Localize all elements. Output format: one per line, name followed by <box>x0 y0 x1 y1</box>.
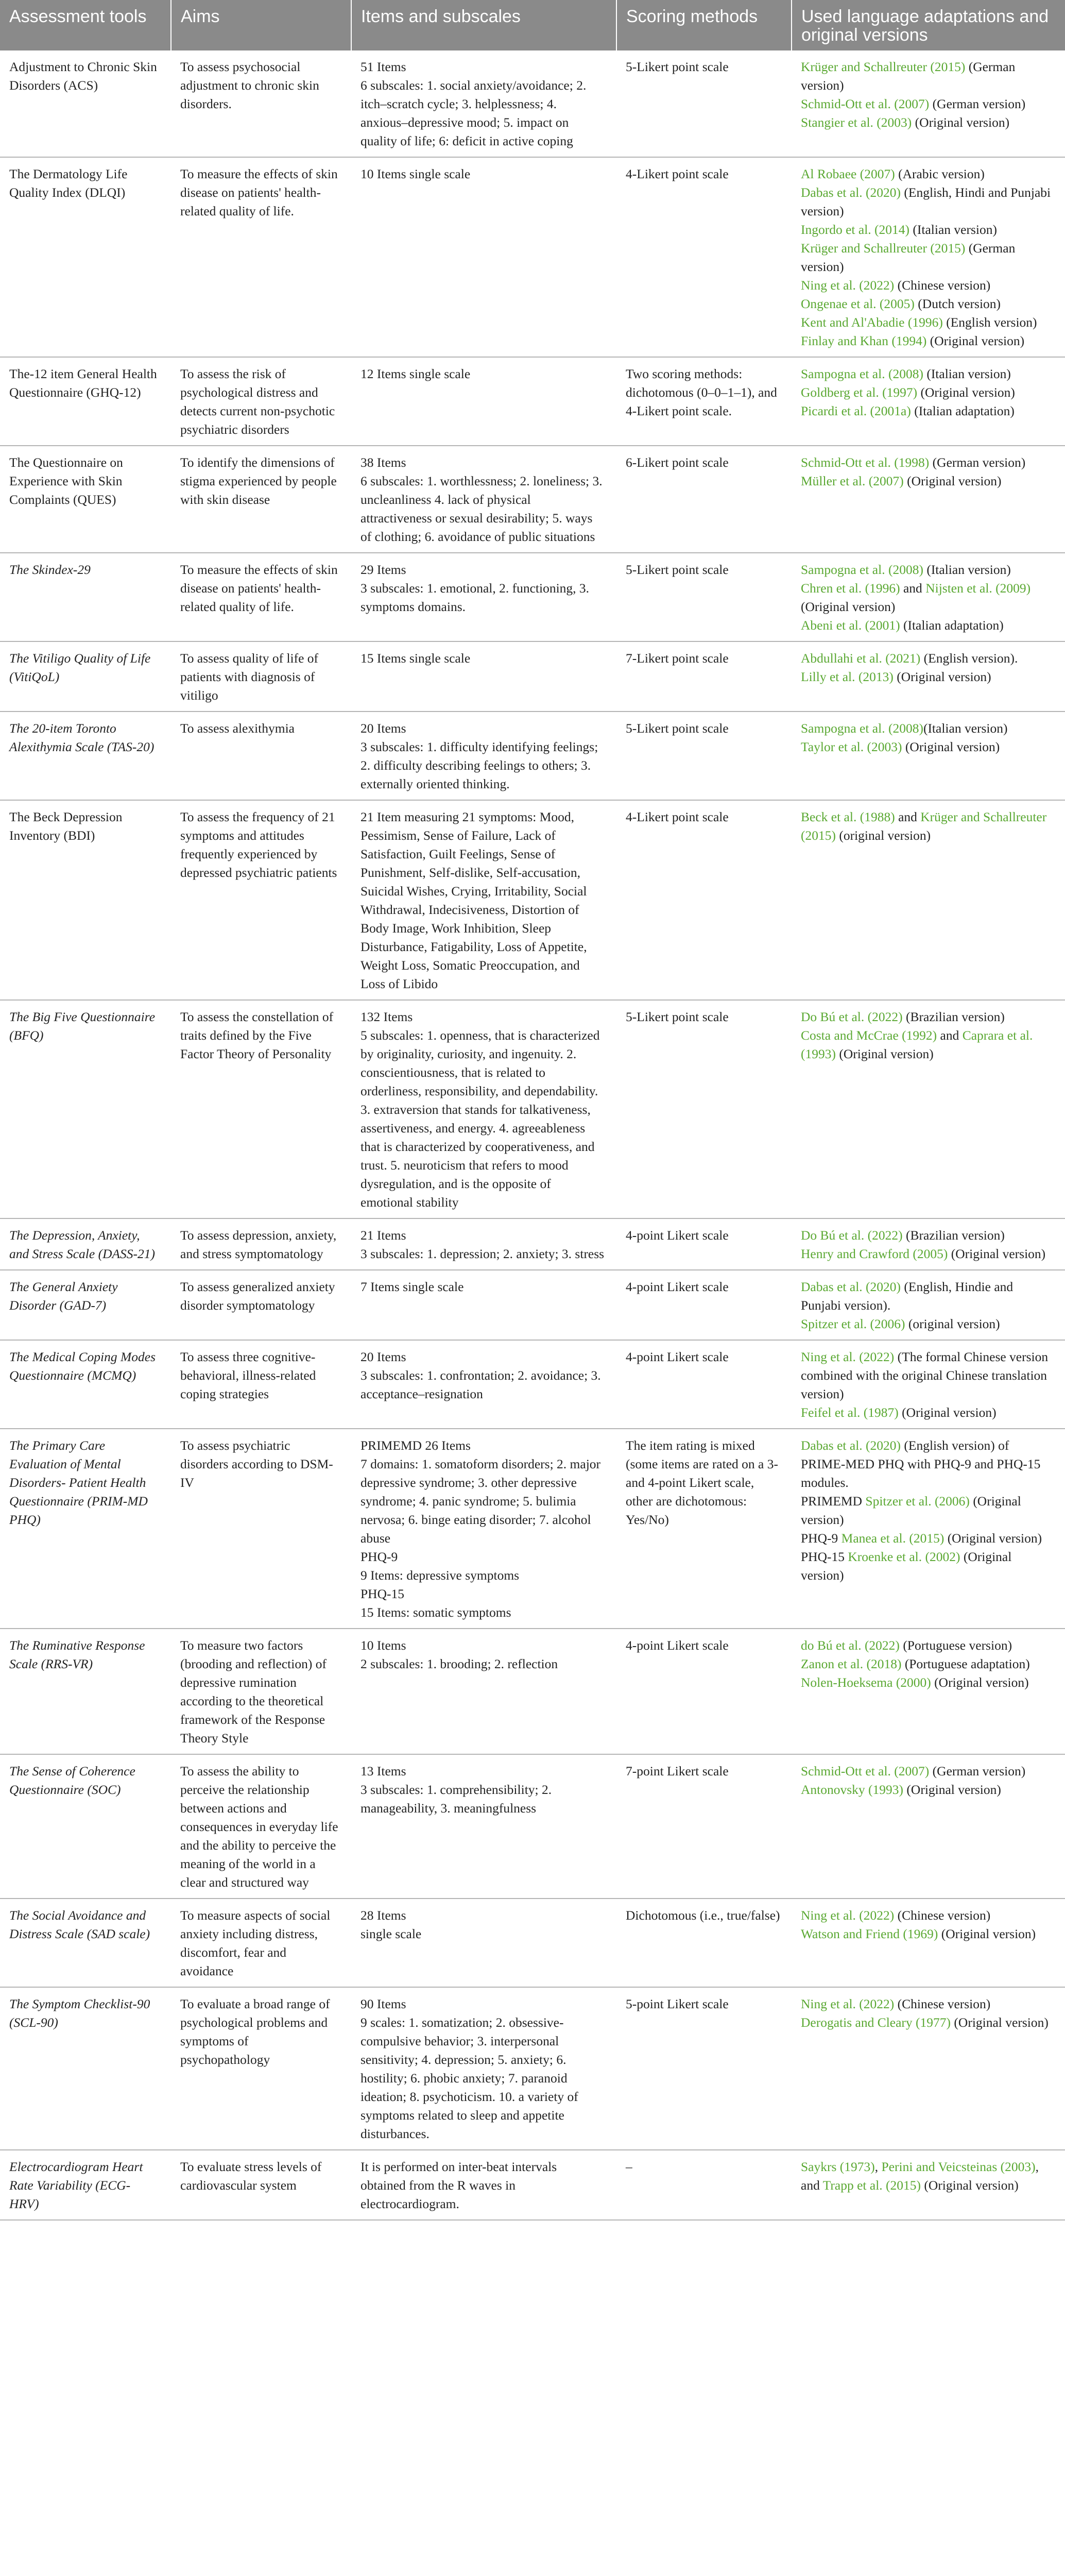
citation-note: (German version) <box>929 1764 1026 1778</box>
cell-aims: To assess the frequency of 21 symptoms and attitudes frequently experienced by depressed psychiatric patients <box>171 800 351 1000</box>
citation-link[interactable]: Goldberg et al. (1997) <box>801 385 918 400</box>
table-row <box>0 711 1065 800</box>
tool-name: The Questionnaire on Experience with Skin Complaints (QUES) <box>9 455 123 507</box>
citation-link[interactable]: Chren et al. (1996) <box>801 581 900 596</box>
header-assessment-tools: Assessment tools <box>0 0 171 50</box>
cell-aims: To assess generalized anxiety disorder symptomatology <box>171 1270 351 1340</box>
citation-note: and <box>900 581 926 596</box>
citation-note: (Chinese version) <box>894 278 991 293</box>
citation-link[interactable]: Perini and Veicsteinas (2003) <box>881 2159 1036 2174</box>
citation-note: (Original version) <box>931 1675 1029 1690</box>
citation-note: (Original version) <box>944 1531 1042 1546</box>
citation-link[interactable]: Nijsten et al. (2009) <box>925 581 1031 596</box>
items-count: 20 Items <box>360 721 406 736</box>
citation-link[interactable]: do Bú et al. (2022) <box>801 1638 900 1653</box>
citation-link[interactable]: Finlay and Khan (1994) <box>801 333 927 348</box>
table-row <box>0 553 1065 641</box>
citation-note: (Arabic version) <box>895 166 985 181</box>
subscales-text: single scale <box>360 1926 422 1941</box>
citation-link[interactable]: Ning et al. (2022) <box>801 1996 895 2011</box>
cell-tool-name <box>0 1899 171 1987</box>
cell-scoring-method: 5-point Likert scale <box>616 1987 792 2150</box>
cell-language-versions <box>792 2150 1065 2220</box>
citation-note: (English version). <box>920 651 1018 666</box>
citation-note: (English version) <box>942 315 1037 330</box>
tool-name: The Vitiligo Quality of Life (VitiQoL) <box>9 651 151 684</box>
table-row <box>0 2150 1065 2220</box>
cell-language-versions <box>792 1899 1065 1987</box>
cell-items-subscales <box>351 50 616 157</box>
citation-link[interactable]: Al Robaee (2007) <box>801 166 895 181</box>
citation-link[interactable]: Antonovsky (1993) <box>801 1782 904 1797</box>
cell-items-subscales <box>351 157 616 357</box>
tool-name: The Big Five Questionnaire (BFQ) <box>9 1009 156 1043</box>
header-language-versions: Used language adaptations and original versions <box>792 0 1065 50</box>
header-items-subscales: Items and subscales <box>351 0 616 50</box>
table-row <box>0 1629 1065 1754</box>
citation-note: (Chinese version) <box>894 1908 991 1923</box>
cell-items-subscales <box>351 800 616 1000</box>
items-count: 12 Items single scale <box>360 366 471 381</box>
citation-link[interactable]: Sampogna et al. (2008) <box>801 721 923 736</box>
citation-link[interactable]: Manea et al. (2015) <box>841 1531 944 1546</box>
subscales-text: 9 scales: 1. somatization; 2. obsessive-compulsive behavior; 3. interpersonal sensitivity; 4. depression; 5. anxiety; 6. hostility; 6. phobic anxiety; 7. paranoid ideation; 8. psychoticism. 10. a variety of symptoms related to sleep and appetite disturbances. <box>360 2015 578 2141</box>
citation-note: , and <box>801 2159 1039 2193</box>
citation-note: (German version) <box>801 241 1016 274</box>
cell-tool-name <box>0 2150 171 2220</box>
citation-note: PHQ-9 <box>801 1531 841 1546</box>
citation-note: (Original version) <box>801 599 896 614</box>
subscales-text: 7 domains: 1. somatoform disorders; 2. major depressive syndrome; 3. other depressive syndrome; 4. panic syndrome; 5. bulimia nervosa; 6. binge eating disorder; 7. alcohol abuse <box>360 1456 601 1546</box>
cell-language-versions <box>792 1429 1065 1629</box>
cell-aims: To measure the effects of skin disease on patients' health-related quality of life. <box>171 553 351 641</box>
cell-aims: To assess the constellation of traits defined by the Five Factor Theory of Personality <box>171 1000 351 1218</box>
cell-scoring-method: 4-point Likert scale <box>616 1340 792 1429</box>
header-scoring-methods: Scoring methods <box>616 0 792 50</box>
cell-items-subscales <box>351 1270 616 1340</box>
cell-aims: To assess the ability to perceive the relationship between actions and consequences in everyday life and the ability to perceive the meaning of the world in a clear and structured way <box>171 1754 351 1899</box>
citation-note: (Chinese version) <box>894 1996 991 2011</box>
tool-name: The 20-item Toronto Alexithymia Scale (TAS-20) <box>9 721 154 754</box>
cell-tool-name <box>0 446 171 553</box>
citation-link[interactable]: Ongenae et al. (2005) <box>801 296 915 311</box>
cell-scoring-method: 7-Likert point scale <box>616 641 792 711</box>
cell-aims: To assess depression, anxiety, and stress symptomatology <box>171 1218 351 1270</box>
citation-note: PRIMEMD <box>801 1494 866 1509</box>
citation-link[interactable]: Kroenke et al. (2002) <box>848 1549 960 1564</box>
cell-language-versions <box>792 553 1065 641</box>
tool-name: Electrocardiogram Heart Rate Variability (ECG-HRV) <box>9 2159 143 2211</box>
table-row <box>0 50 1065 157</box>
citation-link[interactable]: Dabas et al. (2020) <box>801 1438 901 1453</box>
citation-note: (Original version) <box>903 1782 1001 1797</box>
cell-scoring-method: 4-Likert point scale <box>616 157 792 357</box>
cell-scoring-method: 4-point Likert scale <box>616 1218 792 1270</box>
tool-name: Adjustment to Chronic Skin Disorders (ACS) <box>9 59 157 93</box>
citation-note: (Original version) <box>917 385 1015 400</box>
citation-note: (Original version) <box>948 1246 1046 1261</box>
citation-link[interactable]: Caprara et al. (1993) <box>801 1028 1033 1061</box>
cell-items-subscales <box>351 446 616 553</box>
citation-link[interactable]: Krüger and Schallreuter (2015) <box>801 59 966 74</box>
citation-note: , <box>874 2159 882 2174</box>
tool-name: The Depression, Anxiety, and Stress Scale (DASS-21) <box>9 1228 156 1261</box>
items-count: 51 Items <box>360 59 406 74</box>
items-extra-line: PHQ-15 <box>360 1586 405 1601</box>
cell-language-versions <box>792 1000 1065 1218</box>
citation-link[interactable]: Sampogna et al. (2008) <box>801 366 923 381</box>
cell-scoring-method: Two scoring methods: dichotomous (0–0–1–1), and 4-Likert point scale. <box>616 357 792 446</box>
items-count: It is performed on inter-beat intervals obtained from the R waves in electrocardiogram. <box>360 2159 557 2211</box>
table-row <box>0 357 1065 446</box>
citation-note: (Original version) <box>912 115 1010 130</box>
cell-scoring-method: – <box>616 2150 792 2220</box>
citation-note: PHQ-15 <box>801 1549 848 1564</box>
citation-link[interactable]: Dabas et al. (2020) <box>801 185 901 200</box>
citation-link[interactable]: Kent and Al'Abadie (1996) <box>801 315 943 330</box>
items-count: 38 Items <box>360 455 406 470</box>
cell-items-subscales <box>351 1754 616 1899</box>
items-count: 10 Items single scale <box>360 166 471 181</box>
cell-tool-name <box>0 1218 171 1270</box>
cell-language-versions <box>792 711 1065 800</box>
cell-tool-name <box>0 1000 171 1218</box>
cell-tool-name <box>0 1629 171 1754</box>
citation-note: (Original version) <box>951 2015 1049 2030</box>
citation-note: (Original version) <box>801 1549 1012 1583</box>
tool-name: The Medical Coping Modes Questionnaire (MCMQ) <box>9 1349 156 1383</box>
cell-tool-name <box>0 357 171 446</box>
citation-link[interactable]: Watson and Friend (1969) <box>801 1926 938 1941</box>
tool-name: The Social Avoidance and Distress Scale (SAD scale) <box>9 1908 150 1941</box>
cell-scoring-method: 5-Likert point scale <box>616 1000 792 1218</box>
cell-items-subscales <box>351 357 616 446</box>
items-extra-line: PHQ-9 <box>360 1549 398 1564</box>
cell-scoring-method: 5-Likert point scale <box>616 553 792 641</box>
citation-note: (Italian adaptation) <box>911 403 1015 418</box>
tool-name: The Primary Care Evaluation of Mental Disorders- Patient Health Questionnaire (PRIM-MD PHQ) <box>9 1438 148 1527</box>
citation-note: (original version) <box>835 828 931 843</box>
citation-link[interactable]: Stangier et al. (2003) <box>801 115 912 130</box>
cell-language-versions <box>792 1270 1065 1340</box>
citation-note: (The formal Chinese version combined with the original Chinese translation version) <box>801 1349 1049 1401</box>
citation-note: and <box>895 809 921 824</box>
cell-aims: To assess the risk of psychological distress and detects current non-psychotic psychiatric disorders <box>171 357 351 446</box>
items-count: PRIMEMD 26 Items <box>360 1438 471 1453</box>
cell-scoring-method: The item rating is mixed (some items are rated on a 3- and 4-point Likert scale, other are dichotomous: Yes/No) <box>616 1429 792 1629</box>
citation-link[interactable]: Spitzer et al. (2006) <box>865 1494 970 1509</box>
citation-note: and <box>937 1028 963 1043</box>
citation-link[interactable]: Lilly et al. (2013) <box>801 669 894 684</box>
cell-language-versions <box>792 1340 1065 1429</box>
tool-name: The General Anxiety Disorder (GAD-7) <box>9 1279 118 1313</box>
cell-tool-name <box>0 641 171 711</box>
cell-items-subscales <box>351 1218 616 1270</box>
table-body <box>0 50 1065 2220</box>
citation-link[interactable]: Krüger and Schallreuter (2015) <box>801 809 1047 843</box>
items-count: 7 Items single scale <box>360 1279 464 1294</box>
cell-items-subscales <box>351 553 616 641</box>
citation-link[interactable]: Taylor et al. (2003) <box>801 739 902 754</box>
items-count: 132 Items <box>360 1009 413 1024</box>
table-row <box>0 157 1065 357</box>
items-count: 90 Items <box>360 1996 406 2011</box>
citation-note: (Original version) <box>893 669 991 684</box>
cell-aims: To assess alexithymia <box>171 711 351 800</box>
cell-language-versions <box>792 1218 1065 1270</box>
cell-tool-name <box>0 1754 171 1899</box>
cell-language-versions <box>792 157 1065 357</box>
citation-note: (English, Hindi and Punjabi version) <box>801 185 1051 218</box>
citation-link[interactable]: Spitzer et al. (2006) <box>801 1316 905 1331</box>
citation-link[interactable]: Do Bú et al. (2022) <box>801 1009 903 1024</box>
cell-tool-name <box>0 711 171 800</box>
citation-link[interactable]: Abeni et al. (2001) <box>801 618 900 633</box>
tool-name: The Symptom Checklist-90 (SCL-90) <box>9 1996 150 2030</box>
citation-note: (original version) <box>905 1316 1000 1331</box>
items-count: 20 Items <box>360 1349 406 1364</box>
citation-link[interactable]: Ingordo et al. (2014) <box>801 222 910 237</box>
citation-note: (Original version) <box>938 1926 1036 1941</box>
citation-note: (Portuguese version) <box>899 1638 1012 1653</box>
cell-items-subscales <box>351 1000 616 1218</box>
subscales-text: 3 subscales: 1. comprehensibility; 2. manageability, 3. meaningfulness <box>360 1782 552 1816</box>
header-aims: Aims <box>171 0 351 50</box>
subscales-text: 3 subscales: 1. confrontation; 2. avoidance; 3. acceptance–resignation <box>360 1368 601 1401</box>
cell-scoring-method: 4-Likert point scale <box>616 800 792 1000</box>
citation-link[interactable]: Feifel et al. (1987) <box>801 1405 899 1420</box>
table-row <box>0 641 1065 711</box>
cell-tool-name <box>0 50 171 157</box>
subscales-text: 2 subscales: 1. brooding; 2. reflection <box>360 1656 558 1671</box>
citation-link[interactable]: Dabas et al. (2020) <box>801 1279 901 1294</box>
citation-note: (English, Hindie and Punjabi version). <box>801 1279 1014 1313</box>
citation-note: (German version) <box>929 455 1026 470</box>
table-row <box>0 1270 1065 1340</box>
cell-scoring-method: 4-point Likert scale <box>616 1629 792 1754</box>
cell-scoring-method: 4-point Likert scale <box>616 1270 792 1340</box>
citation-note: (Italian version) <box>909 222 997 237</box>
tool-name: The Dermatology Life Quality Index (DLQI) <box>9 166 128 200</box>
citation-link[interactable]: Ning et al. (2022) <box>801 1349 895 1364</box>
cell-items-subscales <box>351 711 616 800</box>
citation-note: (Original version) <box>801 1494 1021 1527</box>
citation-link[interactable]: Abdullahi et al. (2021) <box>801 651 921 666</box>
cell-language-versions <box>792 641 1065 711</box>
citation-link[interactable]: Nolen-Hoeksema (2000) <box>801 1675 931 1690</box>
cell-aims: To evaluate stress levels of cardiovascular system <box>171 2150 351 2220</box>
table-row <box>0 1429 1065 1629</box>
items-extra-line: 9 Items: depressive symptoms <box>360 1568 520 1583</box>
cell-aims: To assess psychiatric disorders according to DSM-IV <box>171 1429 351 1629</box>
citation-note: (Portuguese adaptation) <box>901 1656 1030 1671</box>
cell-aims: To evaluate a broad range of psychological problems and symptoms of psychopathology <box>171 1987 351 2150</box>
cell-scoring-method: 6-Likert point scale <box>616 446 792 553</box>
citation-note: (Brazilian version) <box>902 1009 1005 1024</box>
cell-items-subscales <box>351 1429 616 1629</box>
cell-items-subscales <box>351 1987 616 2150</box>
cell-items-subscales <box>351 641 616 711</box>
tool-name: The-12 item General Health Questionnaire (GHQ-12) <box>9 366 157 400</box>
citation-note: (Original version) <box>903 473 1002 488</box>
cell-aims: To measure two factors (brooding and reflection) of depressive rumination according to the theoretical framework of the Response Theory Style <box>171 1629 351 1754</box>
citation-note: (Original version) <box>835 1046 934 1061</box>
cell-scoring-method: 7-point Likert scale <box>616 1754 792 1899</box>
cell-aims: To assess three cognitive-behavioral, illness-related coping strategies <box>171 1340 351 1429</box>
cell-items-subscales <box>351 1340 616 1429</box>
citation-note: (Italian version) <box>923 562 1011 577</box>
cell-language-versions <box>792 1987 1065 2150</box>
citation-link[interactable]: Zanon et al. (2018) <box>801 1656 902 1671</box>
subscales-text: 3 subscales: 1. difficulty identifying feelings; 2. difficulty describing feelings to others; 3. externally oriented thinking. <box>360 739 598 791</box>
cell-language-versions <box>792 1629 1065 1754</box>
cell-scoring-method: Dichotomous (i.e., true/false) <box>616 1899 792 1987</box>
table-row <box>0 800 1065 1000</box>
subscales-text: 6 subscales: 1. social anxiety/avoidance; 2. itch–scratch cycle; 3. helplessness; 4. anxious–depressive mood; 5. impact on quality of life; 6: deficit in active coping <box>360 78 587 148</box>
cell-language-versions <box>792 357 1065 446</box>
citation-link[interactable]: Ning et al. (2022) <box>801 278 895 293</box>
tool-name: The Skindex-29 <box>9 562 91 577</box>
citation-note: (Dutch version) <box>914 296 1001 311</box>
citation-link[interactable]: Costa and McCrae (1992) <box>801 1028 937 1043</box>
cell-scoring-method: 5-Likert point scale <box>616 50 792 157</box>
citation-link[interactable]: Trapp et al. (2015) <box>822 2178 921 2193</box>
table-row <box>0 1340 1065 1429</box>
citation-link[interactable]: Schmid-Ott et al. (1998) <box>801 455 930 470</box>
citation-note: (English version) of PRIME-MED PHQ with PHQ-9 and PHQ-15 modules. <box>801 1438 1041 1490</box>
citation-link[interactable]: Beck et al. (1988) <box>801 809 895 824</box>
tool-name: The Beck Depression Inventory (BDI) <box>9 809 123 843</box>
table-row <box>0 1899 1065 1987</box>
citation-link[interactable]: Müller et al. (2007) <box>801 473 904 488</box>
items-count: 28 Items <box>360 1908 406 1923</box>
items-count: 15 Items single scale <box>360 651 471 666</box>
citation-link[interactable]: Krüger and Schallreuter (2015) <box>801 241 966 256</box>
citation-note: (Original version) <box>926 333 1025 348</box>
cell-language-versions <box>792 800 1065 1000</box>
cell-scoring-method: 5-Likert point scale <box>616 711 792 800</box>
items-count: 29 Items <box>360 562 406 577</box>
items-count: 10 Items <box>360 1638 406 1653</box>
table-row <box>0 446 1065 553</box>
items-extra-line: 15 Items: somatic symptoms <box>360 1605 511 1620</box>
cell-language-versions <box>792 1754 1065 1899</box>
tool-name: The Ruminative Response Scale (RRS-VR) <box>9 1638 145 1671</box>
table-header-row <box>0 0 1065 50</box>
items-count: 13 Items <box>360 1764 406 1778</box>
citation-link[interactable]: Do Bú et al. (2022) <box>801 1228 903 1243</box>
citation-note: (Italian adaptation) <box>900 618 1004 633</box>
citation-link[interactable]: Sampogna et al. (2008) <box>801 562 923 577</box>
citation-note: (Original version) <box>898 1405 997 1420</box>
cell-aims: To measure aspects of social anxiety including distress, discomfort, fear and avoidance <box>171 1899 351 1987</box>
subscales-text: 3 subscales: 1. depression; 2. anxiety; 3. stress <box>360 1246 605 1261</box>
items-count: 21 Item measuring 21 symptoms: Mood, Pessimism, Sense of Failure, Lack of Satisfaction, Guilt Feelings, Sense of Punishment, Self-dislike, Self-accusation, Suicidal Wishes, Crying, Irritability, Social Withdrawal, Indecisiveness, Distortion of Body Image, Work Inhibition, Sleep Disturbance, Fatigability, Loss of Appetite, Weight Loss, Somatic Preoccupation, and Loss of Libido <box>360 809 587 991</box>
cell-language-versions <box>792 446 1065 553</box>
cell-tool-name <box>0 157 171 357</box>
citation-note: (Italian version) <box>923 366 1011 381</box>
citation-note: (Original version) <box>902 739 1000 754</box>
subscales-text: 6 subscales: 1. worthlessness; 2. loneliness; 3. uncleanliness 4. lack of physical attractiveness or sexual desirability; 5. ways of clothing; 6. avoidance of public situations <box>360 473 603 544</box>
citation-link[interactable]: Ning et al. (2022) <box>801 1908 895 1923</box>
cell-tool-name <box>0 1987 171 2150</box>
cell-items-subscales <box>351 1899 616 1987</box>
cell-tool-name <box>0 1270 171 1340</box>
table-row <box>0 1754 1065 1899</box>
citation-link[interactable]: Saykrs (1973) <box>801 2159 875 2174</box>
citation-link[interactable]: Schmid-Ott et al. (2007) <box>801 1764 930 1778</box>
cell-tool-name <box>0 1429 171 1629</box>
subscales-text: 3 subscales: 1. emotional, 2. functioning, 3. symptoms domains. <box>360 581 590 614</box>
citation-link[interactable]: Henry and Crawford (2005) <box>801 1246 948 1261</box>
citation-link[interactable]: Derogatis and Cleary (1977) <box>801 2015 951 2030</box>
cell-language-versions <box>792 50 1065 157</box>
cell-tool-name <box>0 553 171 641</box>
citation-note: (Brazilian version) <box>902 1228 1005 1243</box>
tool-name: The Sense of Coherence Questionnaire (SOC) <box>9 1764 135 1797</box>
cell-items-subscales <box>351 1629 616 1754</box>
citation-note: (Original version) <box>921 2178 1019 2193</box>
table-row <box>0 1987 1065 2150</box>
cell-items-subscales <box>351 2150 616 2220</box>
table-row <box>0 1000 1065 1218</box>
citation-link[interactable]: Picardi et al. (2001a) <box>801 403 911 418</box>
cell-aims: To assess psychosocial adjustment to chronic skin disorders. <box>171 50 351 157</box>
citation-link[interactable]: Schmid-Ott et al. (2007) <box>801 96 930 111</box>
items-count: 21 Items <box>360 1228 406 1243</box>
citation-note: (German version) <box>801 59 1016 93</box>
cell-tool-name <box>0 1340 171 1429</box>
cell-aims: To identify the dimensions of stigma experienced by people with skin disease <box>171 446 351 553</box>
citation-note: (Italian version) <box>923 721 1008 736</box>
cell-aims: To measure the effects of skin disease on patients' health-related quality of life. <box>171 157 351 357</box>
citation-note: (German version) <box>929 96 1026 111</box>
subscales-text: 5 subscales: 1. openness, that is characterized by originality, curiosity, and ingenuity. 2. conscientiousness, that is related to orderliness, responsibility, and dependability. 3. extraversion that stands for talkativeness, assertiveness, and energy. 4. agreeableness that is characterized by cooperativeness, and trust. 5. neuroticism that refers to mood dysregulation, and is the opposite of emotional stability <box>360 1028 600 1210</box>
table-row <box>0 1218 1065 1270</box>
cell-tool-name <box>0 800 171 1000</box>
cell-aims: To assess quality of life of patients with diagnosis of vitiligo <box>171 641 351 711</box>
